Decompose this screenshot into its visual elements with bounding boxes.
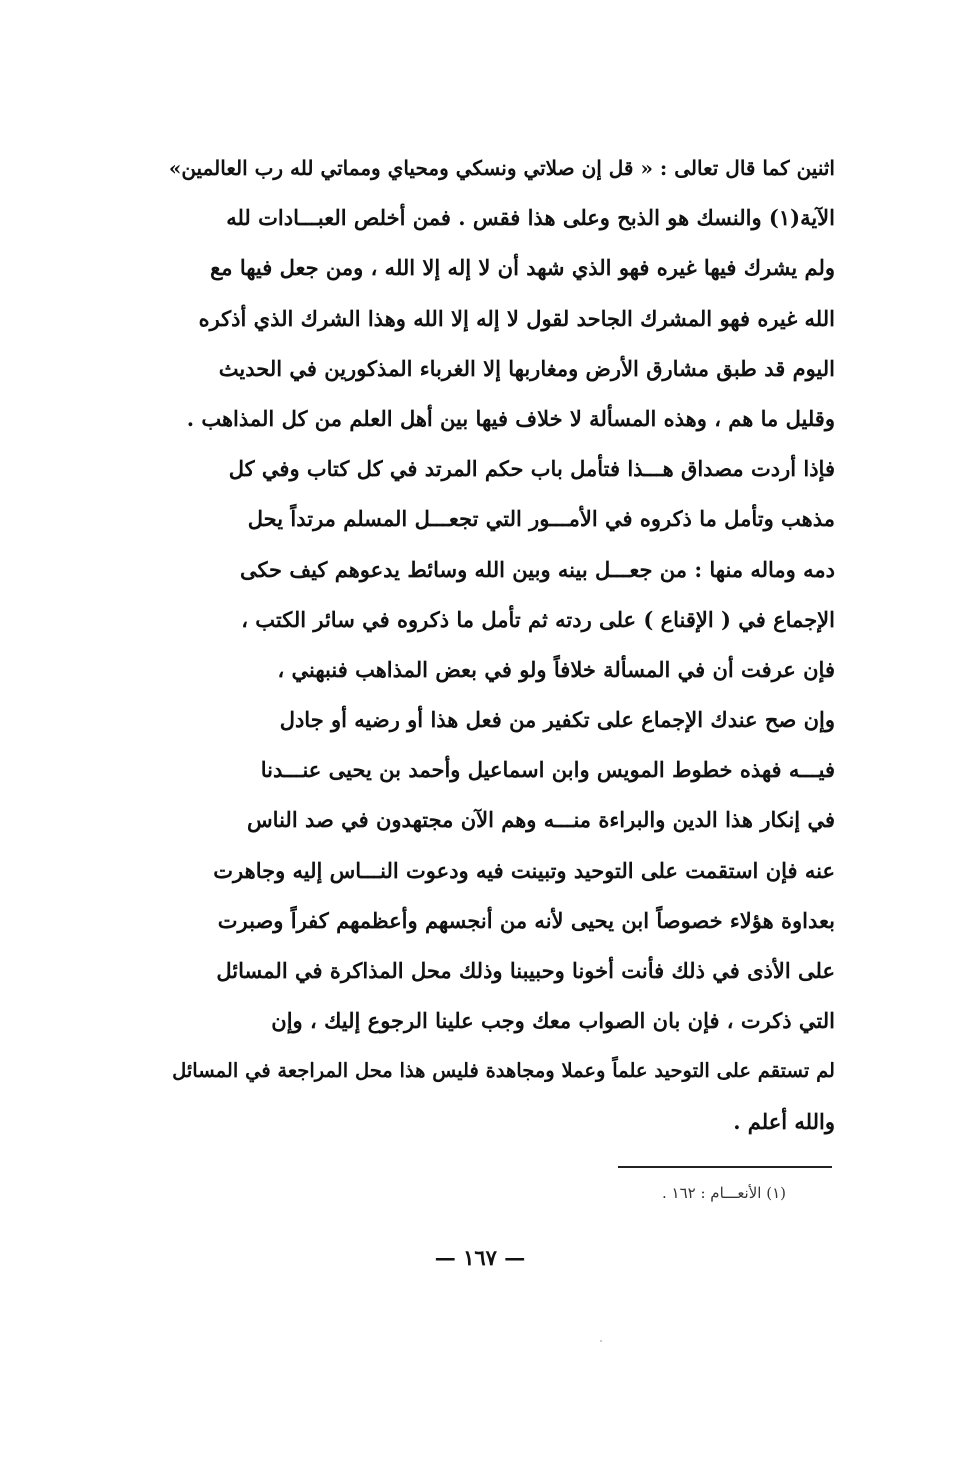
text-line: في إنكار هذا الدين والبراءة منـــه وهم الآن مجتهدون في صد الناس	[247, 807, 835, 833]
text-line: الإجماع في ( الإقناع ) على ردته ثم تأمل ما ذكروه في سائر الكتب ،	[241, 606, 835, 632]
text-line: بعداوة هؤلاء خصوصاً ابن يحيى لأنه من أنجسهم وأعظمهم كفراً وصبرت	[217, 907, 835, 933]
text-line: فيـــه فهذه خطوط المويس وابن اسماعيل وأحمد بن يحيى عنـــدنا	[260, 757, 835, 783]
footnote: (١) الأنعـــام : ١٦٢ .	[661, 1184, 786, 1202]
text-line: مذهب وتأمل ما ذكروه في الأمـــور التي تجعـــل المسلم مرتداً يحل	[247, 506, 835, 532]
page-number: — ١٦٧ —	[434, 1245, 526, 1270]
text-line: وقليل ما هم ، وهذه المسألة لا خلاف فيها بين أهل العلم من كل المذاهب .	[186, 405, 835, 431]
text-line: اليوم قد طبق مشارق الأرض ومغاربها إلا الغرباء المذكورين في الحديث	[218, 355, 835, 381]
text-line: الله غيره فهو المشرك الجاحد لقول لا إله إلا الله وهذا الشرك الذي أذكره	[198, 305, 835, 331]
text-line: وإن صح عندك الإجماع على تكفير من فعل هذا أو رضيه أو جادل	[279, 707, 835, 733]
text-line: فإن عرفت أن في المسألة خلافاً ولو في بعض المذاهب فنبهني ،	[277, 656, 835, 682]
text-line: ولم يشرك فيها غيره فهو الذي شهد أن لا إله إلا الله ، ومن جعل فيها مع	[210, 255, 835, 281]
text-line: عنه فإن استقمت على التوحيد وتبينت فيه ودعوت النـــاس إليه وجاهرت	[213, 857, 835, 883]
body-text	[163, 143, 835, 1147]
text-line: التي ذكرت ، فإن بان الصواب معك وجب علينا الرجوع إليك ، وإن	[271, 1008, 835, 1034]
text-line: فإذا أردت مصداق هـــذا فتأمل باب حكم المرتد في كل كتاب وفي كل	[228, 456, 835, 482]
text-line: على الأذى في ذلك فأنت أخونا وحبيبنا وذلك محل المذاكرة في المسائل	[216, 958, 835, 983]
footnote-divider	[618, 1166, 832, 1168]
text-line: الآية(١) والنسك هو الذبح وعلى هذا فقس . فمن أخلص العبـــادات لله	[226, 205, 835, 231]
text-line: دمه وماله منها : من جعـــل بينه وبين الله وسائط يدعوهم كيف حكى	[239, 556, 835, 582]
scan-speck	[600, 1340, 608, 1348]
text-line: والله أعلم .	[733, 1108, 835, 1134]
text-line: لم تستقم على التوحيد علماً وعملا ومجاهدة فليس هذا محل المراجعة في المسائل	[172, 1059, 835, 1083]
text-line: اثنين كما قال تعالى : « قل إن صلاتي ونسكي ومحياي ومماتي لله رب العالمين»	[168, 156, 835, 180]
